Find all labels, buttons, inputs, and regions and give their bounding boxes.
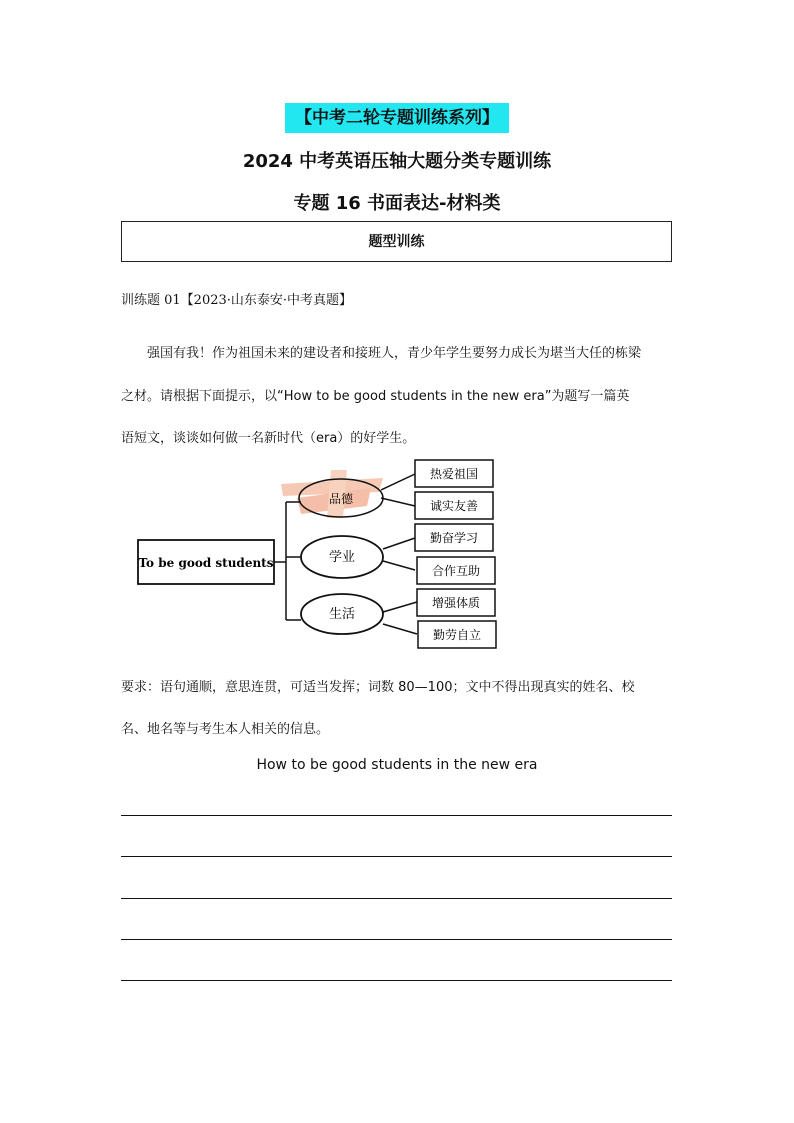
answer-line[interactable] <box>121 980 672 981</box>
branch-label-life: 生活 <box>328 607 356 622</box>
prompt-line-2: 之材。请根据下面提示，以“How to be good students in the new era”为题写一篇英 <box>121 389 630 404</box>
answer-line[interactable] <box>121 856 672 857</box>
section-header-box <box>121 221 672 262</box>
answer-line[interactable] <box>121 898 672 899</box>
leaf-label-2: 诚实友善 <box>429 499 479 513</box>
prompt-line-3: 语短文，谈谈如何做一名新时代（era）的好学生。 <box>121 431 416 446</box>
question-label: 训练题 01【2023·山东泰安·中考真题】 <box>121 293 353 308</box>
branch-label-study: 学业 <box>328 550 356 565</box>
answer-line[interactable] <box>121 939 672 940</box>
series-banner: 【中考二轮专题训练系列】 <box>285 103 509 133</box>
requirements-line-2: 名、地名等与考生本人相关的信息。 <box>121 722 330 737</box>
leaf-label-5: 增强体质 <box>431 596 481 610</box>
leaf-label-3: 勤奋学习 <box>429 531 479 545</box>
answer-line[interactable] <box>121 815 672 816</box>
requirements-line-1: 要求：语句通顺，意思连贯，可适当发挥；词数 80—100；文中不得出现真实的姓名、校 <box>121 680 635 695</box>
topic-subtitle: 专题 16 书面表达-材料类 <box>293 193 501 214</box>
leaf-label-6: 勤劳自立 <box>432 628 482 642</box>
branch-label-character: 品德 <box>328 492 354 506</box>
root-node-label: To be good students <box>138 556 274 570</box>
section-label: 题型训练 <box>368 234 425 250</box>
page-title: 2024 中考英语压轴大题分类专题训练 <box>242 151 552 172</box>
mind-map-diagram <box>121 456 501 652</box>
essay-title: How to be good students in the new era <box>256 757 538 773</box>
leaf-label-1: 热爱祖国 <box>429 467 479 481</box>
leaf-label-4: 合作互助 <box>431 564 481 578</box>
prompt-line-1: 强国有我！作为祖国未来的建设者和接班人，青少年学生要努力成长为堪当大任的栋梁 <box>147 346 642 361</box>
